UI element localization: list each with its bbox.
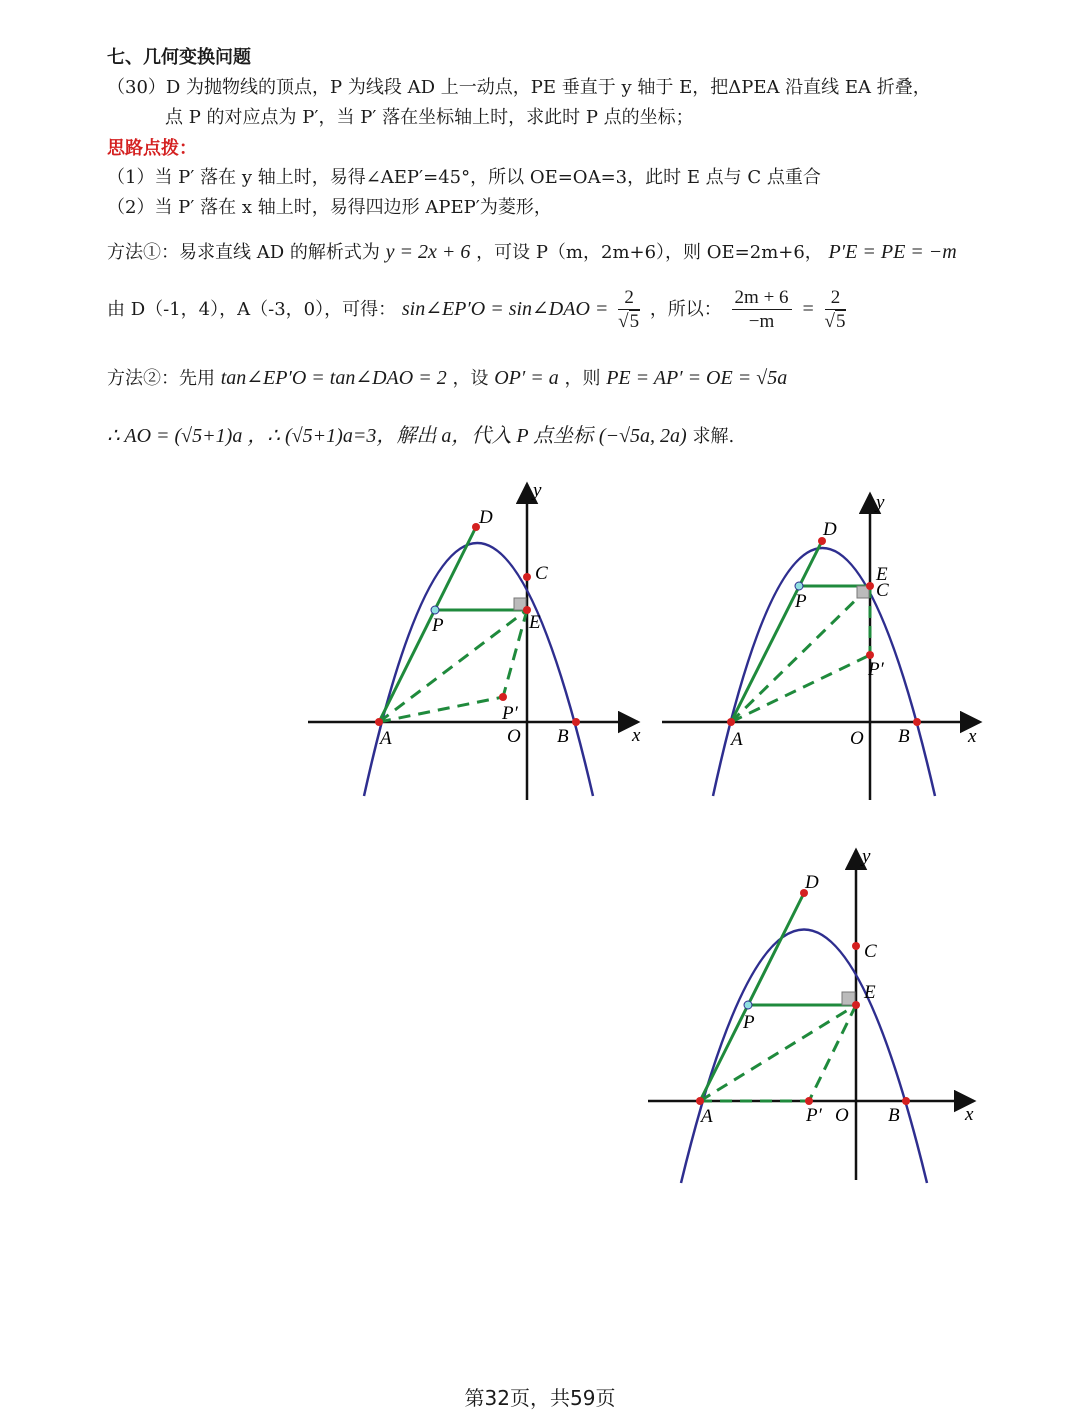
fig1-point-P: [431, 606, 439, 614]
frac3-den-rad: 5: [835, 310, 846, 332]
fig2-label-D: D: [823, 519, 837, 540]
fig2-label-B: B: [898, 726, 910, 747]
figure-2: [662, 492, 980, 800]
fig2-label-Pp: P′: [868, 659, 884, 680]
method-2-mid2: ，则: [564, 368, 601, 389]
fig1-label-P: P: [432, 615, 444, 636]
figure-3: [648, 846, 974, 1183]
method-2-eq3: PE = AP′ = OE = √5a: [606, 367, 788, 389]
method-1-prefix: 方法①：易求直线 AD 的解析式为: [107, 242, 380, 263]
fig3-point-C: [852, 942, 860, 950]
method-2-prefix: 方法②：先用: [107, 368, 215, 389]
frac2-den: −m: [748, 310, 775, 332]
d-line-eqsign: =: [801, 298, 815, 320]
fig3-label-C: C: [864, 941, 877, 962]
fig1-label-C: C: [535, 563, 548, 584]
fig2-point-A: [727, 718, 735, 726]
fig2-label-x: x: [968, 726, 977, 747]
fig1-point-B: [572, 718, 580, 726]
fig2-point-Pp: [866, 651, 874, 659]
fig3-label-E: E: [864, 982, 876, 1003]
method-2-eq2: OP′ = a: [494, 367, 559, 389]
fig2-point-E: [866, 582, 874, 590]
frac1-den: √5: [618, 310, 640, 332]
fig3-label-A: A: [701, 1106, 713, 1127]
fig2-segment-AD: [731, 541, 822, 722]
fig2-point-P: [795, 582, 803, 590]
fig2-segment-APp: [731, 655, 870, 722]
fig1-label-A: A: [380, 728, 392, 749]
frac3-den: √5: [824, 310, 846, 332]
fig1-segment-AD: [379, 527, 476, 722]
fig1-label-x: x: [632, 725, 641, 746]
hint-heading: 思路点拨：: [107, 138, 197, 159]
frac2-num: 2m + 6: [732, 287, 792, 310]
fig1-label-B: B: [557, 726, 569, 747]
fig2-label-A: A: [731, 729, 743, 750]
method-1-eq1: y = 2x + 6: [385, 241, 471, 263]
d-line-prefix: 由 D（-1，4），A（-3，0），可得：: [107, 299, 397, 320]
method-1-eq2: P′E = PE = −m: [828, 241, 957, 263]
fig3-label-P: P: [743, 1012, 755, 1033]
fig1-segment-EPp: [503, 610, 527, 697]
hint-1: （1）当 P′ 落在 y 轴上时，易得∠AEP′=45°，所以 OE=OA=3，此时 E 点与 C 点重合: [107, 167, 821, 188]
frac3-num: 2: [825, 287, 847, 310]
figure-1: [308, 480, 641, 800]
frac1-den-rad: 5: [629, 310, 640, 332]
conclusion-p3: 求解.: [692, 426, 735, 447]
method-2-eq1: tan∠EP′O = tan∠DAO = 2: [220, 367, 447, 389]
fig3-label-y: y: [862, 846, 871, 867]
hint-2: （2）当 P′ 落在 x 轴上时，易得四边形 APEP′为菱形，: [107, 197, 552, 218]
fig3-parabola: [681, 930, 927, 1184]
fig3-point-B: [902, 1097, 910, 1105]
fig1-label-Pp: P′: [502, 703, 518, 724]
fig2-label-P: P: [795, 591, 807, 612]
conclusion-p2: (−√5a, 2a): [598, 425, 687, 447]
d-line-eq: sin∠EP′O = sin∠DAO =: [401, 298, 609, 320]
fig3-label-O: O: [835, 1105, 849, 1126]
fig3-label-D: D: [805, 872, 819, 893]
fig2-point-B: [913, 718, 921, 726]
fig1-label-E: E: [529, 612, 541, 633]
section-title: 七、几何变换问题: [107, 47, 251, 68]
fig3-point-P: [744, 1001, 752, 1009]
method-2-mid: ，设: [452, 368, 489, 389]
fig3-label-B: B: [888, 1105, 900, 1126]
fig3-label-Pp: P′: [806, 1105, 822, 1126]
problem-line-1: （30）D 为抛物线的顶点，P 为线段 AD 上一动点，PE 垂直于 y 轴于 E，把ΔPEA 沿直线 EA 折叠，: [107, 77, 931, 98]
fig2-label-y: y: [876, 492, 885, 513]
fig1-point-A: [375, 718, 383, 726]
fig1-label-y: y: [533, 480, 542, 501]
problem-line-2: 点 P 的对应点为 P′，当 P′ 落在坐标轴上时，求此时 P 点的坐标；: [165, 107, 694, 128]
page-footer: 第32页，共59页: [464, 1386, 616, 1410]
fig1-parabola: [364, 543, 593, 796]
fig1-point-Pp: [499, 693, 507, 701]
fig3-point-E: [852, 1001, 860, 1009]
fig1-label-D: D: [479, 507, 493, 528]
method-1-mid: ，可设 P（m，2m+6），则 OE=2m+6，: [476, 242, 823, 263]
conclusion-p1: ∴ AO = (√5+1)a ，∴ (√5+1)a=3，解出 a，代入 P 点坐标: [107, 425, 594, 447]
fig1-label-O: O: [507, 726, 521, 747]
fig3-label-x: x: [965, 1104, 974, 1125]
fig2-label-O: O: [850, 728, 864, 749]
fig2-label-C: C: [876, 580, 889, 601]
fig2-label-E: E: [876, 564, 888, 585]
fig1-point-C: [523, 573, 531, 581]
fig3-point-A: [696, 1097, 704, 1105]
d-line-mid: ，所以：: [649, 299, 722, 320]
fig3-segment-EPp: [809, 1005, 856, 1101]
frac1-num: 2: [618, 287, 640, 310]
fig3-point-Pp: [805, 1097, 813, 1105]
